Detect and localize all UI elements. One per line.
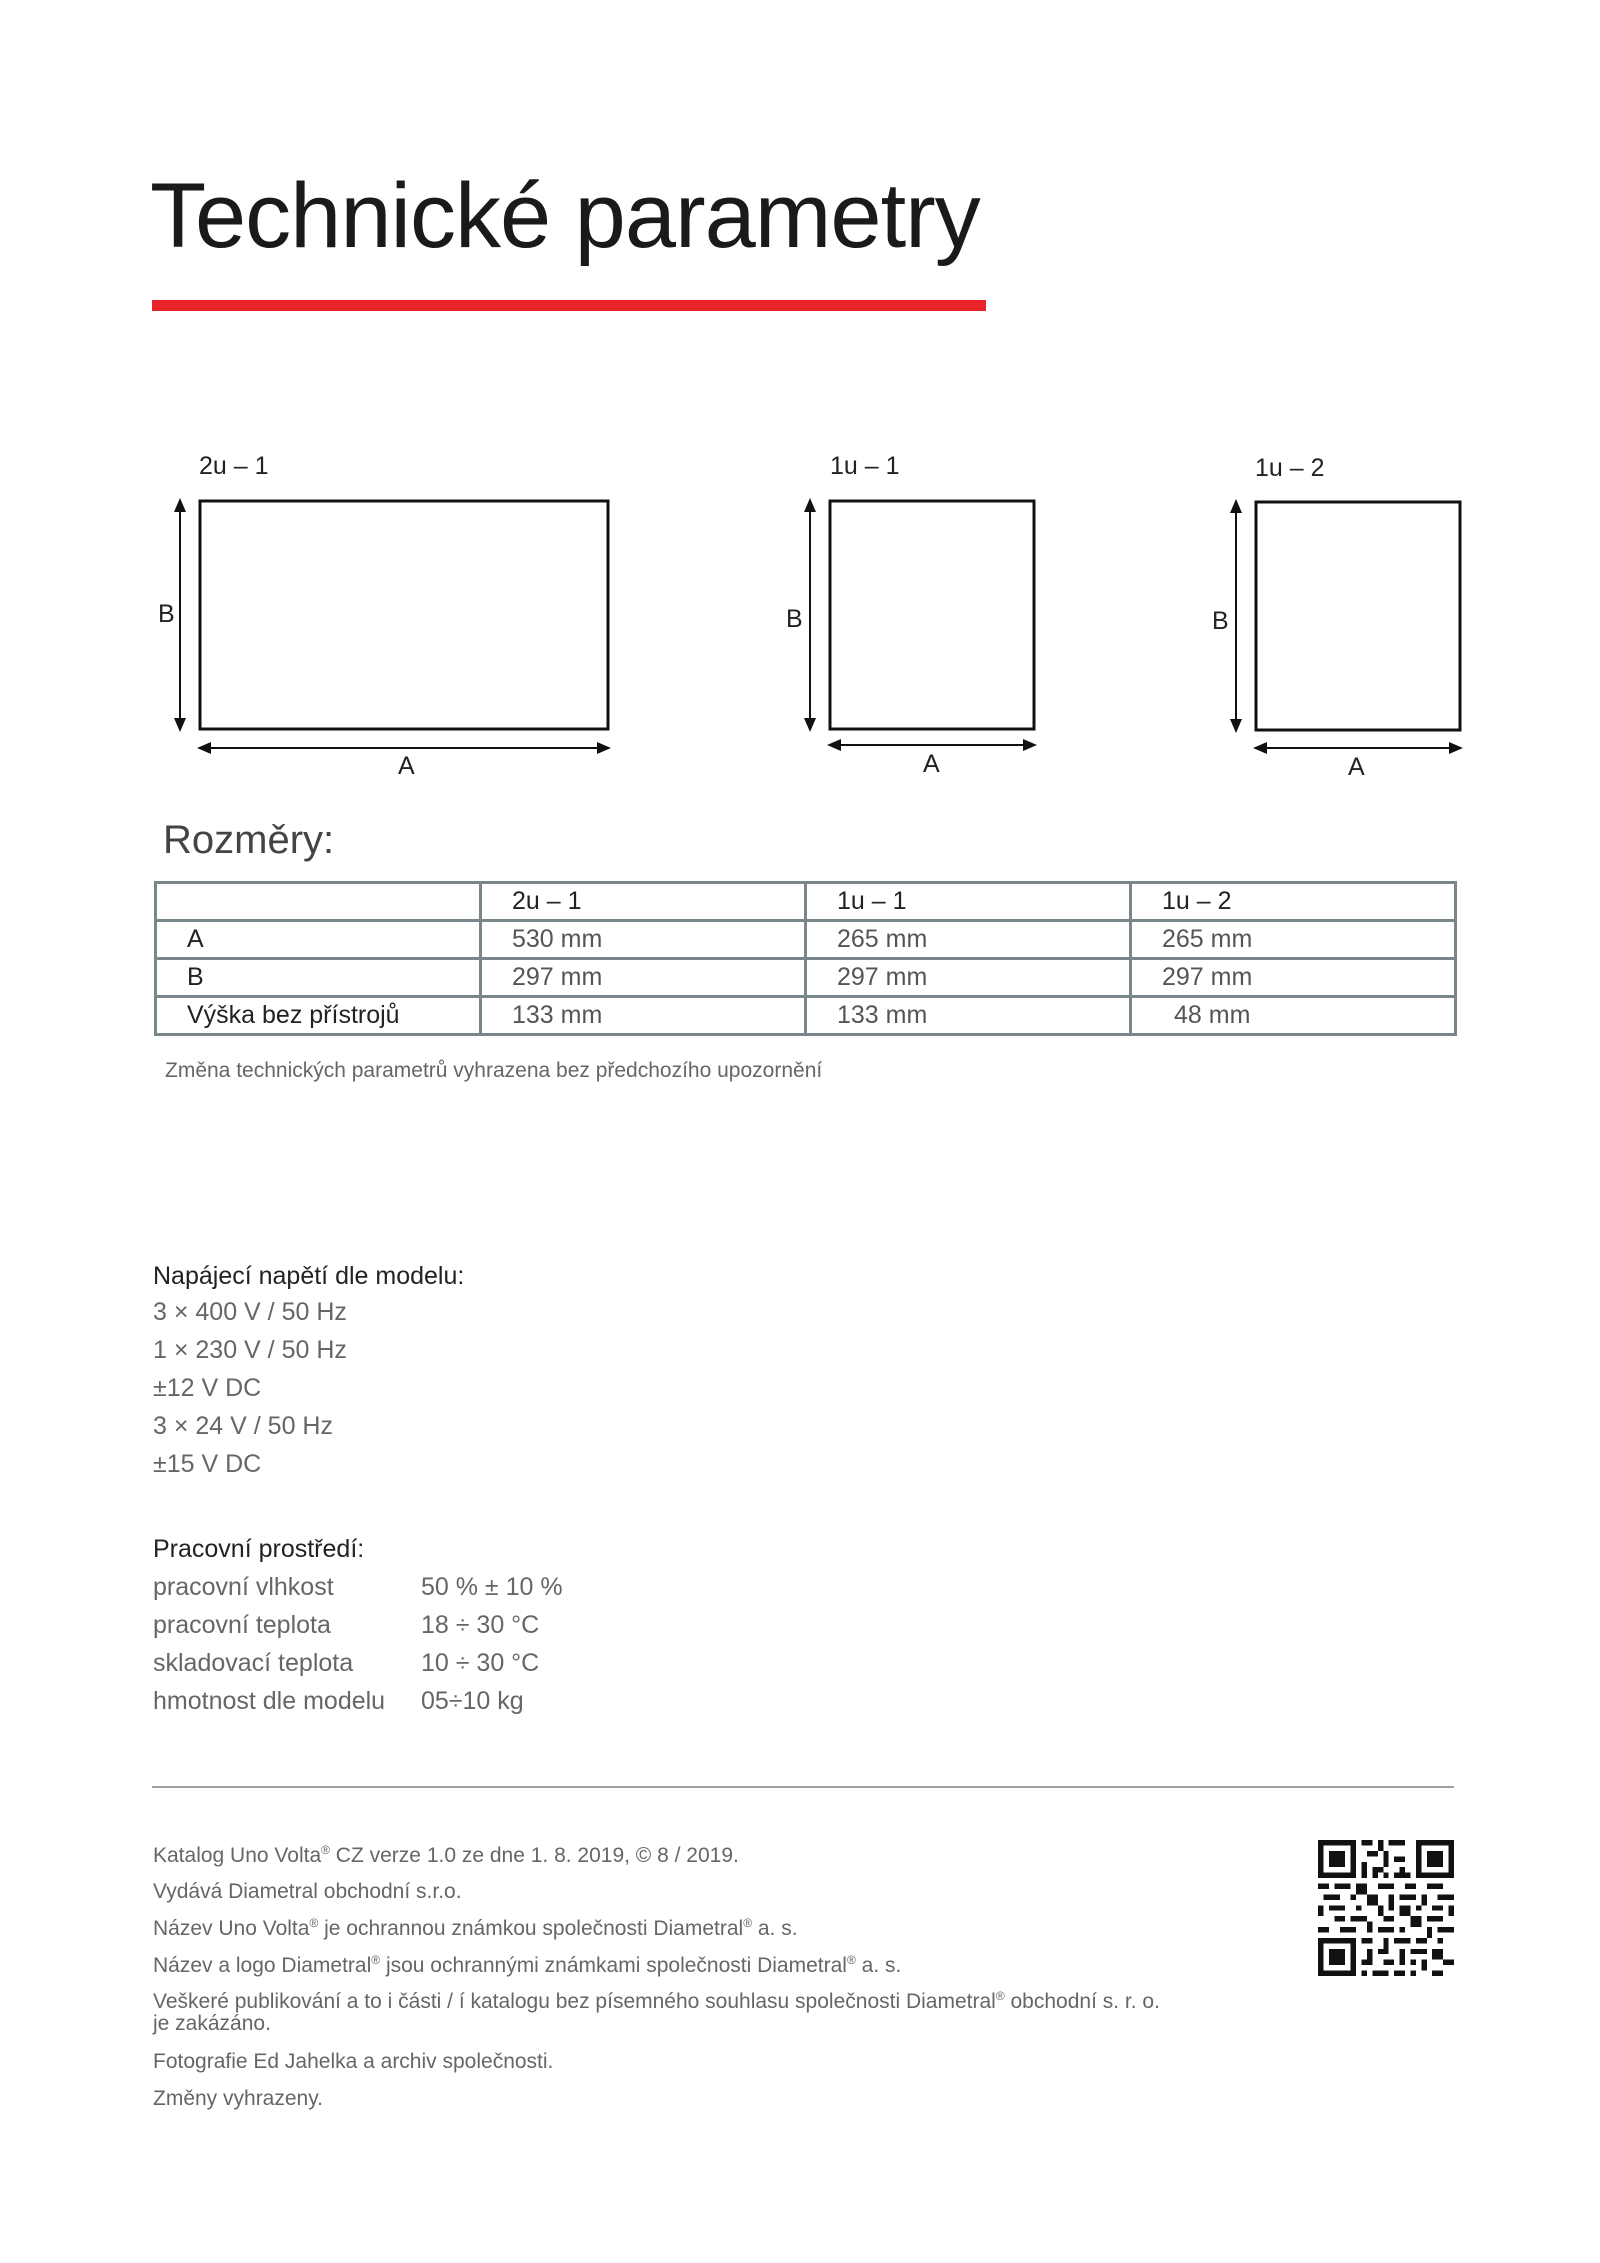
table-cell: 133 mm	[806, 997, 1131, 1035]
env-key: pracovní teplota	[153, 1610, 331, 1639]
table-row	[153, 1568, 563, 1606]
table-row	[156, 921, 1456, 959]
table-cell: 297 mm	[481, 959, 806, 997]
footer-changes: Změny vyhrazeny.	[153, 2087, 323, 2110]
table-cell: 297 mm	[806, 959, 1131, 997]
env-key: pracovní vlhkost	[153, 1572, 334, 1601]
table-header-row	[156, 883, 1456, 921]
table-cell: 530 mm	[481, 921, 806, 959]
table-cell: 133 mm	[481, 997, 806, 1035]
power-heading: Napájecí napětí dle modelu:	[153, 1262, 465, 1290]
power-list	[153, 1293, 347, 1483]
diagram-label-1u-1: 1u – 1	[830, 452, 900, 480]
table-header-cell: 1u – 1	[806, 883, 1131, 921]
environment-heading: Pracovní prostředí:	[153, 1535, 365, 1563]
footer-prohibition-cont: je zakázáno.	[153, 2012, 271, 2035]
diagram-1u-1-width-letter: A	[923, 750, 940, 778]
env-key: hmotnost dle modelu	[153, 1686, 386, 1715]
table-row	[153, 1644, 563, 1682]
diagram-label-2u-1: 2u – 1	[199, 452, 269, 480]
table-cell: 265 mm	[1131, 921, 1456, 959]
footer-trademark-2: Název a logo Diametral® jsou ochrannými známkami společnosti Diametral® a. s.	[153, 1953, 902, 1977]
env-key: skladovací teplota	[153, 1648, 354, 1677]
env-value: 18 ÷ 30 °C	[421, 1610, 540, 1639]
footer-prohibition: Veškeré publikování a to i části / í katalogu bez písemného souhlasu společnosti Diametral® obchodní s. r. o.	[153, 1989, 1160, 2013]
table-header-cell: 1u – 2	[1131, 883, 1456, 921]
diagram-2u-1-width-letter: A	[398, 752, 415, 780]
table-header-cell	[156, 883, 481, 921]
dimensions-table	[154, 881, 1457, 1036]
diagram-2u-1-height-letter: B	[158, 600, 175, 628]
table-cell: 265 mm	[806, 921, 1131, 959]
env-value: 50 % ± 10 %	[421, 1572, 563, 1601]
diagram-label-1u-2: 1u – 2	[1255, 454, 1325, 482]
diagram-2u-1	[150, 490, 620, 785]
table-row-label: A	[156, 921, 481, 959]
list-item: 3 × 400 V / 50 Hz	[153, 1298, 347, 1326]
title-accent-bar	[152, 300, 986, 311]
list-item: 1 × 230 V / 50 Hz	[153, 1336, 347, 1364]
footer-publisher: Vydává Diametral obchodní s.r.o.	[153, 1880, 462, 1903]
diagram-1u-2-height-letter: B	[1212, 607, 1229, 635]
table-row	[153, 1606, 563, 1644]
diagram-1u-1	[780, 490, 1040, 785]
environment-table	[153, 1568, 563, 1720]
table-row	[156, 959, 1456, 997]
table-row-label: B	[156, 959, 481, 997]
list-item: ±12 V DC	[153, 1374, 262, 1402]
footer-photos: Fotografie Ed Jahelka a archiv společnosti.	[153, 2050, 554, 2073]
env-value: 05÷10 kg	[421, 1686, 524, 1715]
footer-catalog-line: Katalog Uno Volta® CZ verze 1.0 ze dne 1. 8. 2019, © 8 / 2019.	[153, 1843, 739, 1867]
table-row	[156, 997, 1456, 1035]
diagram-1u-2	[1205, 490, 1465, 785]
table-header-cell: 2u – 1	[481, 883, 806, 921]
list-item: ±15 V DC	[153, 1450, 262, 1478]
dimensions-heading: Rozměry:	[163, 818, 335, 862]
footer-trademark-1: Název Uno Volta® je ochrannou známkou společnosti Diametral® a. s.	[153, 1916, 798, 1940]
list-item: 3 × 24 V / 50 Hz	[153, 1412, 333, 1440]
table-cell: 297 mm	[1131, 959, 1456, 997]
table-cell: 48 mm	[1131, 997, 1456, 1035]
qr-code-icon	[1318, 1840, 1454, 1976]
dimensions-note: Změna technických parametrů vyhrazena bez předchozího upozornění	[165, 1059, 823, 1082]
page-title: Technické parametry	[150, 165, 980, 267]
footer-divider	[152, 1786, 1454, 1788]
diagram-1u-1-height-letter: B	[786, 605, 803, 633]
table-row	[153, 1682, 563, 1720]
env-value: 10 ÷ 30 °C	[421, 1648, 540, 1677]
diagram-1u-2-width-letter: A	[1348, 753, 1365, 781]
table-row-label: Výška bez přístrojů	[156, 997, 481, 1035]
